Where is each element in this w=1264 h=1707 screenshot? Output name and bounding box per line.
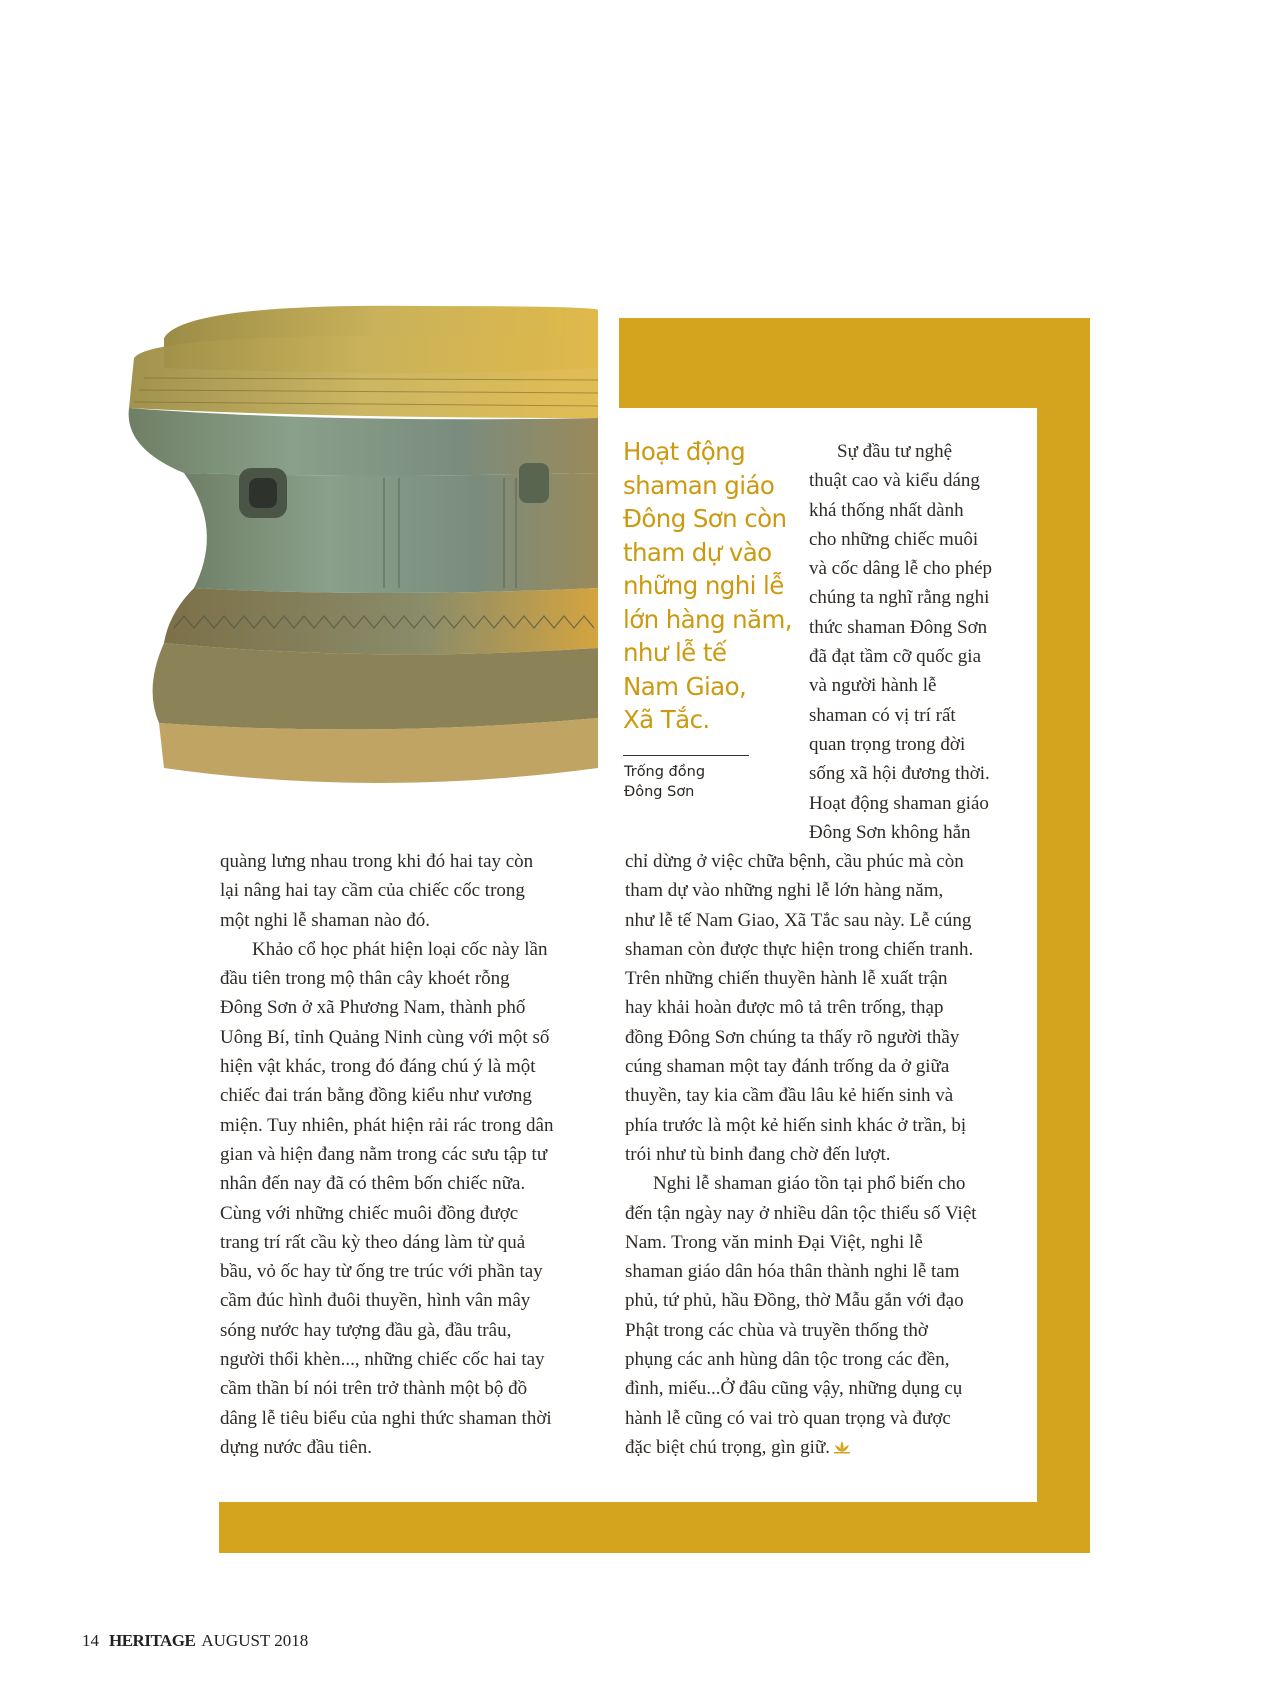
pull-quote-line: Nam Giao,	[623, 671, 747, 701]
pull-quote-line: lớn hàng năm,	[623, 604, 792, 634]
lotus-end-mark-icon	[832, 1440, 852, 1454]
text-line: Hoạt động shaman giáo	[809, 792, 989, 814]
pull-quote-line: Xã Tắc.	[623, 705, 710, 734]
text-line: cầm đúc hình đuôi thuyền, hình vân mây	[220, 1290, 531, 1312]
text-line: đầu tiên trong mộ thân cây khoét rỗng	[220, 968, 510, 990]
text-line: trói như tù binh đang chờ đến lượt.	[625, 1143, 891, 1165]
text-line: và người hành lễ	[809, 675, 937, 697]
text-line: Phật trong các chùa và truyền thống thờ	[625, 1319, 928, 1341]
pull-quote-line: những nghi lễ	[623, 571, 784, 600]
text-line: người thổi khèn..., những chiếc cốc hai tay	[220, 1349, 545, 1371]
text-line: Trên những chiến thuyền hành lễ xuất trận	[625, 968, 948, 990]
text-line: Cùng với những chiếc muôi đồng được	[220, 1202, 519, 1224]
text-line: dâng lễ tiêu biểu của nghi thức shaman thời	[220, 1407, 552, 1429]
article-column-left	[220, 847, 554, 1462]
text-line: thức shaman Đông Sơn	[809, 616, 988, 638]
text-line: trang trí rất cầu kỳ theo dáng làm từ quả	[220, 1231, 526, 1253]
text-line: và cốc dâng lễ cho phép	[809, 558, 993, 580]
text-line: hành lễ cũng có vai trò quan trọng và được	[625, 1407, 951, 1429]
text-line: đã đạt tầm cỡ quốc gia	[809, 646, 982, 668]
pull-quote-line: shaman giáo	[623, 470, 775, 500]
text-line: đồng Đông Sơn chúng ta thấy rõ người thầy	[625, 1026, 960, 1048]
text-line: đến tận ngày nay ở nhiều dân tộc thiểu số Việt	[625, 1202, 977, 1224]
pull-quote-line: Hoạt động	[623, 437, 746, 466]
text-line: cầm thần bí nói trên trở thành một bộ đồ	[220, 1378, 528, 1400]
text-line: Sự đầu tư nghệ	[837, 441, 953, 462]
text-line: bầu, vỏ ốc hay từ ống tre trúc với phần tay	[220, 1261, 543, 1283]
pull-quote	[623, 435, 793, 737]
text-line: đình, miếu...Ở đâu cũng vậy, những dụng cụ	[625, 1378, 963, 1400]
text-line: cúng shaman một tay đánh trống da ở giữa	[625, 1056, 950, 1078]
text-line: chỉ dừng ở việc chữa bệnh, cầu phúc mà còn	[625, 851, 964, 872]
text-line: tham dự vào những nghi lễ lớn hàng năm,	[625, 880, 944, 902]
article-column-right	[625, 847, 977, 1462]
text-line: dựng nước đầu tiên.	[220, 1436, 372, 1458]
caption-divider	[623, 755, 749, 756]
text-line: quàng lưng nhau trong khi đó hai tay còn	[220, 851, 534, 872]
text-line: chiếc đai trán bằng đồng kiểu như vương	[220, 1085, 532, 1107]
magazine-name: HERITAGE	[109, 1631, 196, 1650]
text-line: cho những chiếc muôi	[809, 528, 979, 550]
text-line: phụng các anh hùng dân tộc trong các đền,	[625, 1349, 950, 1371]
text-line: thuyền, tay kia cầm đầu lâu kẻ hiến sinh và	[625, 1085, 954, 1107]
gold-accent-top	[619, 318, 1090, 408]
caption-line: Trống đồng	[624, 764, 706, 780]
text-line: một nghi lễ shaman nào đó.	[220, 909, 431, 931]
page-number: 14	[82, 1631, 99, 1650]
text-line: Nghi lễ shaman giáo tồn tại phổ biến cho	[653, 1173, 966, 1195]
caption-line: Đông Sơn	[624, 784, 695, 800]
text-line-final: đặc biệt chú trọng, gìn giữ.	[625, 1436, 831, 1458]
text-line-last	[625, 1433, 977, 1462]
text-line: sóng nước hay tượng đầu gà, đầu trâu,	[220, 1319, 512, 1341]
text-line: khá thống nhất dành	[809, 499, 964, 521]
text-line: Uông Bí, tỉnh Quảng Ninh cùng với một số	[220, 1026, 550, 1048]
text-line: nhân đến nay đã có thêm bốn chiếc nữa.	[220, 1173, 526, 1195]
text-line: miện. Tuy nhiên, phát hiện rải rác trong dân	[220, 1114, 554, 1136]
pull-quote-line: như lễ tế	[623, 638, 727, 667]
text-line: hiện vật khác, trong đó đáng chú ý là một	[220, 1056, 536, 1078]
gold-accent-right	[1037, 318, 1090, 1553]
pull-quote-line: tham dự vào	[623, 537, 772, 567]
text-line: hay khải hoàn được mô tả trên trống, thạp	[625, 997, 944, 1019]
gold-accent-bottom	[219, 1502, 1090, 1553]
text-line: phía trước là một kẻ hiến sinh khác ở trần, bị	[625, 1114, 967, 1136]
article-column-upper	[809, 437, 992, 847]
pull-quote-line: Đông Sơn còn	[623, 504, 787, 533]
issue-date: AUGUST 2018	[201, 1631, 309, 1650]
text-line: như lễ tế Nam Giao, Xã Tắc sau này. Lễ cúng	[625, 909, 972, 931]
text-line: Đông Sơn không hẳn	[809, 821, 971, 843]
text-line: sống xã hội đương thời.	[809, 763, 990, 785]
bronze-drum-icon	[124, 298, 598, 808]
text-line: phủ, tứ phủ, hầu Đồng, thờ Mẫu gắn với đạo	[625, 1290, 964, 1312]
text-line: thuật cao và kiểu dáng	[809, 470, 980, 492]
text-line: shaman giáo dân hóa thân thành nghi lễ tam	[625, 1261, 960, 1283]
text-line: Đông Sơn ở xã Phương Nam, thành phố	[220, 997, 526, 1019]
text-line: Nam. Trong văn minh Đại Việt, nghi lễ	[625, 1231, 923, 1253]
text-line: lại nâng hai tay cầm của chiếc cốc trong	[220, 880, 525, 902]
text-line: shaman có vị trí rất	[809, 704, 956, 726]
text-line: chúng ta nghĩ rằng nghi	[809, 587, 990, 609]
text-line: Khảo cổ học phát hiện loại cốc này lần	[252, 938, 548, 960]
text-line: shaman còn được thực hiện trong chiến tranh.	[625, 938, 974, 960]
page-footer	[82, 1631, 308, 1651]
text-line: gian và hiện đang nằm trong các sưu tập tư	[220, 1143, 548, 1165]
text-line: quan trọng trong đời	[809, 733, 966, 755]
photo-caption	[624, 762, 705, 802]
